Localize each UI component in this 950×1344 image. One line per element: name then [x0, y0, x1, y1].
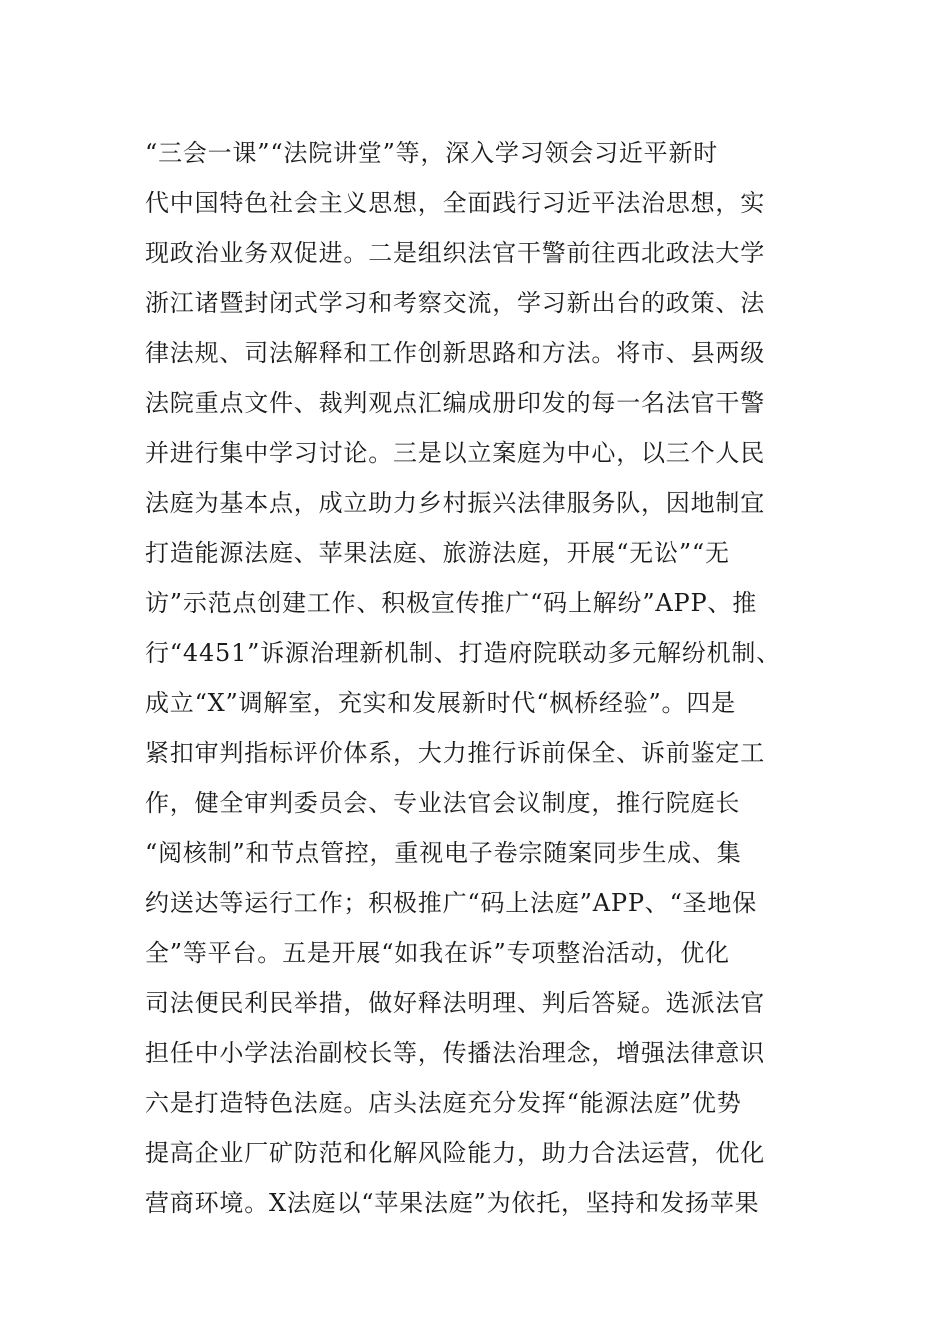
text-line: 六是打造特色法庭。店头法庭充分发挥“能源法庭”优势: [145, 1089, 742, 1117]
text-line: 访”示范点创建工作、积极宣传推广“码上解纷”APP、推: [145, 589, 758, 617]
text-line: 浙江诸暨封闭式学习和考察交流，学习新出台的政策、法: [145, 289, 765, 317]
text-line: 行“4451”诉源治理新机制、打造府院联动多元解纷机制、: [145, 639, 782, 667]
body-paragraph: [145, 128, 815, 1228]
text-line: 成立“X”调解室，充实和发展新时代“枫桥经验”。四是: [145, 689, 736, 717]
text-line: “三会一课”“法院讲堂”等，深入学习领会习近平新时: [145, 139, 719, 167]
text-line: 约送达等运行工作；积极推广“码上法庭”APP、“圣地保: [145, 889, 758, 917]
text-line: 全”等平台。五是开展“如我在诉”专项整治活动，优化: [145, 939, 730, 967]
text-line: 律法规、司法解释和工作创新思路和方法。将市、县两级: [145, 339, 765, 367]
text-line: 担任中小学法治副校长等，传播法治理念，增强法律意识: [145, 1039, 765, 1067]
text-line: 并进行集中学习讨论。三是以立案庭为中心，以三个人民: [145, 439, 765, 467]
text-line: 打造能源法庭、苹果法庭、旅游法庭，开展“无讼”“无: [145, 539, 730, 567]
text-line: 现政治业务双促进。二是组织法官干警前往西北政法大学: [145, 239, 765, 267]
text-line: 提高企业厂矿防范和化解风险能力，助力合法运营，优化: [145, 1139, 765, 1167]
text-line: 紧扣审判指标评价体系，大力推行诉前保全、诉前鉴定工: [145, 739, 765, 767]
text-line: 法庭为基本点，成立助力乡村振兴法律服务队，因地制宜: [145, 489, 765, 517]
text-line: 法院重点文件、裁判观点汇编成册印发的每一名法官干警: [145, 389, 765, 417]
text-line: 作，健全审判委员会、专业法官会议制度，推行院庭长: [145, 789, 741, 817]
text-line: “阅核制”和节点管控，重视电子卷宗随案同步生成、集: [145, 839, 742, 867]
text-line: 代中国特色社会主义思想，全面践行习近平法治思想，实: [145, 189, 765, 217]
text-line: 司法便民利民举措，做好释法明理、判后答疑。选派法官: [145, 989, 765, 1017]
text-line: 营商环境。X法庭以“苹果法庭”为依托，坚持和发扬苹果: [145, 1189, 760, 1217]
